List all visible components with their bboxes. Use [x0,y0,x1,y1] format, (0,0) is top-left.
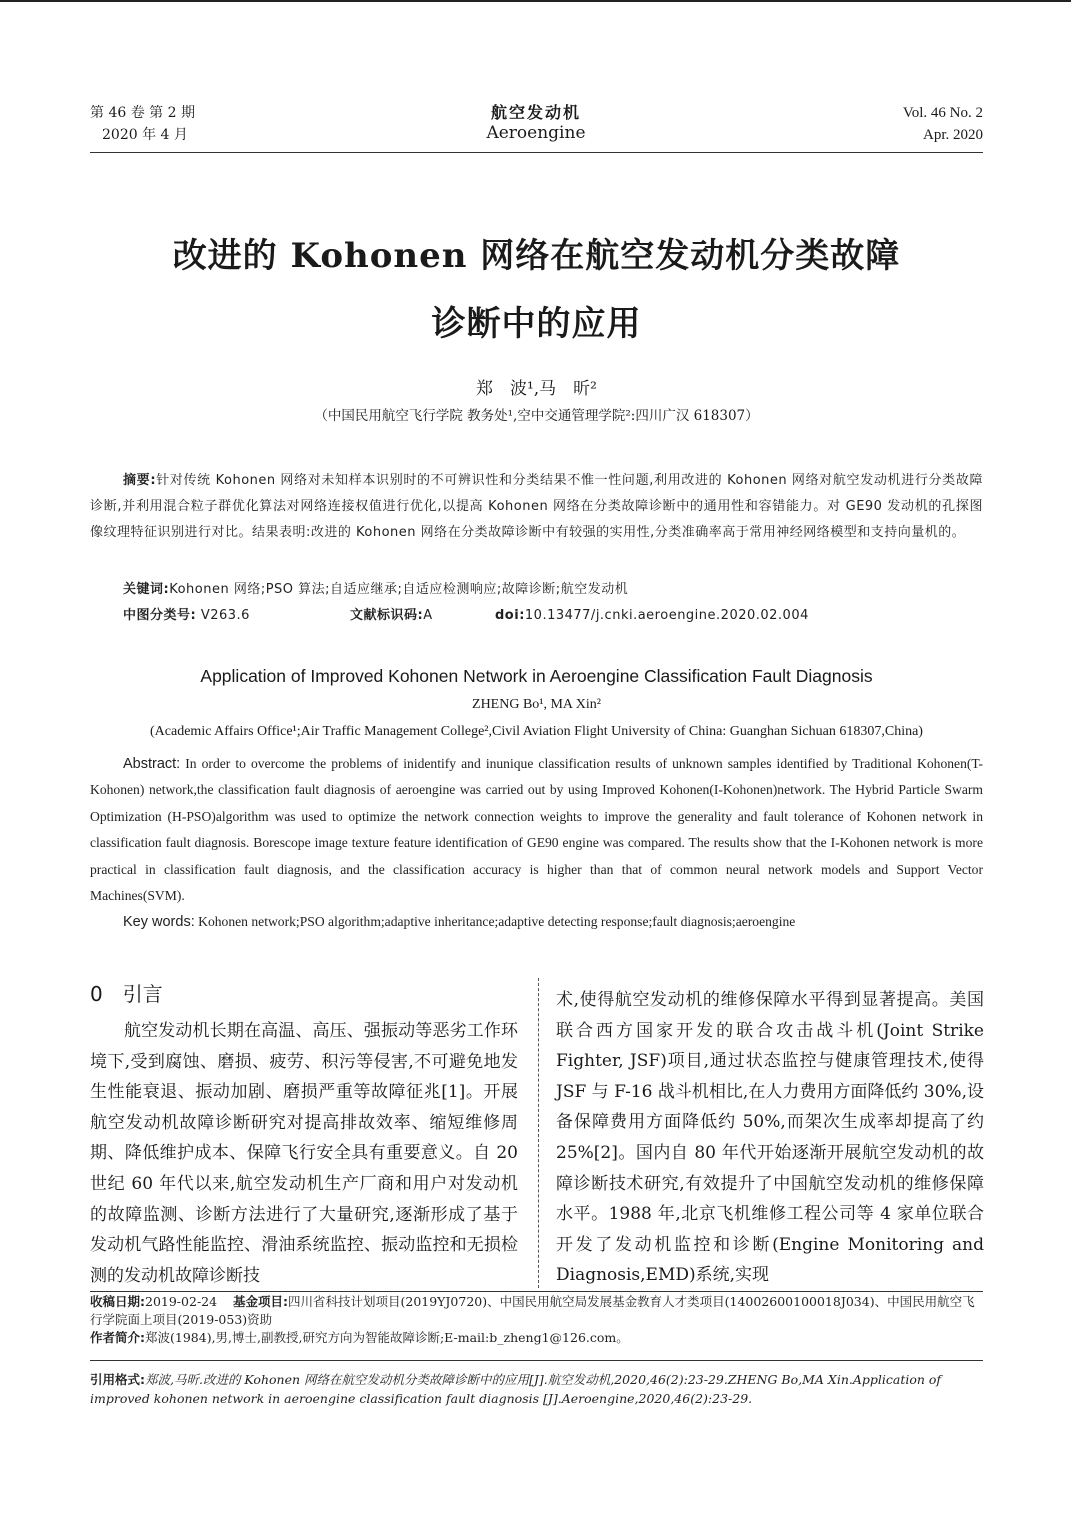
keywords-label: 关键词: [123,582,170,597]
doc-label: 文献标识码: [350,608,424,623]
body-left-column: 航空发动机长期在高温、高压、强振动等恶劣工作环境下,受到腐蚀、磨损、疲劳、积污等侵害,不可避免地发生性能衰退、振动加剧、磨损严重等故障征兆[1]。开展航空发动机故障诊断研究对提高排故效率、缩短维修周期、降低维护成本、保障飞行安全具有重要意义。自 20 世纪 60 年代以来,航空发动机生产厂商和用户对发动机的故障监测、诊断方法进行了大量研究,逐渐形成了基于发动机气路性能监控、滑油系统监控、振动监控和无损检测的发动机故障诊断技 [90,1021,518,1286]
header-right [903,102,983,146]
date-en: Apr. 2020 [923,127,983,143]
citation [90,1370,983,1408]
english-title: Application of Improved Kohonen Network in Aeroengine Classification Fault Diagnosis [200,666,873,686]
english-abstract-text: In order to overcome the problems of inidentify and inunique classification results of unknown samples identified by Traditional Kohonen(T-Kohonen) network,the classification fault diagnosis of aeroengine was carried out by using Improved Kohonen(I-Kohonen)network. The Hybrid Particle Swarm Optimization (H-PSO)algorithm was used to optimize the network connection weights to improve the generality and fault tolerance of Kohonen network in classification fault diagnosis. Borescope image texture feature identification of GE90 engine was compared. The results show that the I-Kohonen network is more practical in classification fault diagnosis, and the classification accuracy is higher than that of common neural network models and Support Vector Machines(SVM). [90,756,983,904]
keywords-text: Kohonen 网络;PSO 算法;自适应继承;自适应检测响应;故障诊断;航空发动机 [169,582,629,597]
affiliation: （中国民用航空飞行学院 教务处¹,空中交通管理学院²:四川广汉 618307） [314,408,759,424]
received-label: 收稿日期: [90,1294,145,1309]
citation-text: 郑波,马昕.改进的 Kohonen 网络在航空发动机分类故障诊断中的应用[J].航空发动机,2020,46(2):23-29.ZHENG Bo,MA Xin.Application of improved kohonen network in aeroengine classification fault diagnosis [J].Aeroengine,2020,46(2):23-29. [90,1372,942,1406]
header-rule [90,152,983,153]
abstract-text: 针对传统 Kohonen 网络对未知样本识别时的不可辨识性和分类结果不惟一性问题,利用改进的 Kohonen 网络对航空发动机进行分类故障诊断,并利用混合粒子群优化算法对网络连接权值进行优化,以提高 Kohonen 网络在分类故障诊断中的通用性和容错能力。对 GE90 发动机的孔探图像纹理特征识别进行对比。结果表明:改进的 Kohonen 网络在分类故障诊断中有较强的实用性,分类准确率高于常用神经网络模型和支持向量机的。 [90,473,983,540]
section-title: 0 引言 [90,982,163,1006]
footnotes [90,1293,983,1347]
column-divider [538,978,539,1288]
received-date: 2019-02-24 [145,1294,218,1309]
author-bio-label: 作者简介: [90,1330,145,1345]
classification-line [90,603,983,629]
title-line-2: 诊断中的应用 [431,304,642,344]
keywords-cn [90,577,983,603]
volume-en: Vol. 46 No. 2 [902,105,983,121]
authors: 郑 波¹,马 昕² [475,379,598,399]
english-keywords [90,909,983,935]
english-affiliation: (Academic Affairs Office¹;Air Traffic Management College²,Civil Aviation Flight University of China: Guanghan Sichuan 618307,China) [150,724,923,739]
english-authors: ZHENG Bo¹, MA Xin² [472,697,601,712]
citation-rule [90,1360,983,1361]
journal-name-cn: 航空发动机 [490,103,581,122]
author-bio [90,1329,983,1347]
title-line-1: 改进的 Kohonen 网络在航空发动机分类故障 [172,236,901,276]
doi-label: doi: [495,608,525,623]
english-abstract [90,751,983,909]
received-and-fund [90,1293,983,1329]
footnote-rule [90,1291,983,1292]
fund-text: 四川省科技计划项目(2019YJ0720)、中国民用航空局发展基金教育人才类项目(14002600100018J034)、中国民用航空飞行学院面上项目(2019-053)资助 [90,1294,975,1327]
abstract-label: 摘要: [123,473,157,488]
doc-value: A [423,608,433,623]
journal-name-en: Aeroengine [486,123,586,143]
header-center [386,100,686,143]
header-left [90,102,195,146]
abstract-cn [90,468,983,546]
body-right-column: 术,使得航空发动机的维修保障水平得到显著提高。美国联合西方国家开发的联合攻击战斗机(Joint Strike Fighter, JSF)项目,通过状态监控与健康管理技术,使得 JSF 与 F-16 战斗机相比,在人力费用方面降低约 30%,设备保障费用方面降低约 50%,而架次生成率却提高了约 25%[2]。国内自 80 年代开始逐渐开展航空发动机的故障诊断技术研究,有效提升了中国航空发动机的维修保障水平。1988 年,北京飞机维修工程公司等 4 家单位联合开发了发动机监控和诊断(Engine Monitoring and Diagnosis,EMD)系统,实现 [556,990,984,1286]
author-bio-text: 郑波(1984),男,博士,副教授,研究方向为智能故障诊断;E-mail:b_zheng1@126.com。 [145,1330,629,1345]
clc-label: 中图分类号: [123,608,197,623]
volume-cn: 第 46 卷 第 2 期 [90,105,195,121]
doi-value: 10.13477/j.cnki.aeroengine.2020.02.004 [524,608,809,623]
citation-label: 引用格式: [90,1372,145,1387]
english-abstract-label: Abstract: [123,756,181,772]
fund-label: 基金项目: [232,1294,288,1309]
english-keywords-text: Kohonen network;PSO algorithm;adaptive inheritance;adaptive detecting response;fault diagnosis;aeroengine [198,914,796,929]
clc-value: V263.6 [200,608,250,623]
date-cn: 2020 年 4 月 [102,127,188,143]
english-keywords-label: Key words: [123,914,195,930]
top-rule [0,0,1071,2]
